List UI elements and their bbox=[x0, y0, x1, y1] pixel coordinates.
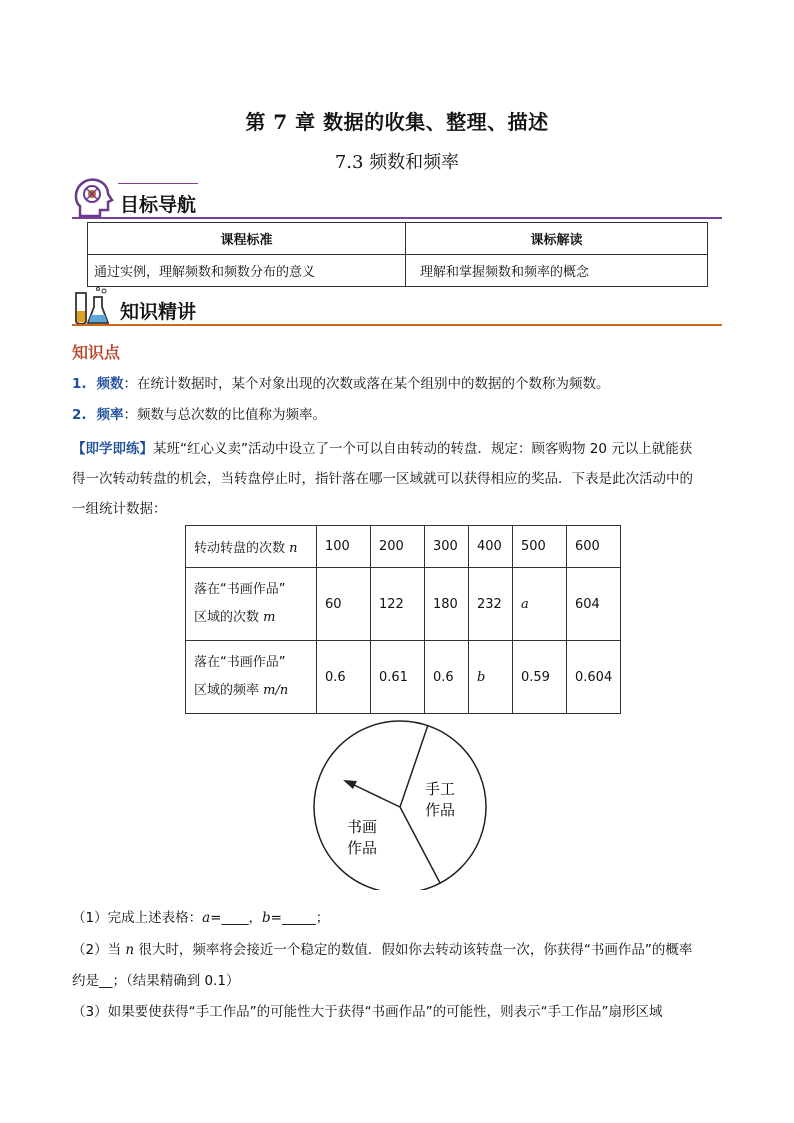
table-cell: 200 bbox=[371, 526, 425, 568]
section-title: 7.3 频数和频率 bbox=[334, 152, 460, 173]
knowledge-heading: 知识精讲 bbox=[120, 301, 197, 323]
question-2-line-1: （2）当 n 很大时，频率将会接近一个稳定的数值．假如你去转动该转盘一次，你获得“书画作品”的概率 bbox=[72, 942, 693, 958]
table-cell: 232 bbox=[469, 568, 513, 641]
table-cell-unknown-a: a bbox=[513, 568, 567, 641]
definition-frequency-count bbox=[72, 370, 724, 398]
table-cell: 122 bbox=[371, 568, 425, 641]
item-number: 1. bbox=[72, 376, 87, 392]
row-label-count: 落在“书画作品” 区域的次数 m bbox=[186, 568, 317, 641]
table-cell: 300 bbox=[425, 526, 469, 568]
table-cell: 100 bbox=[317, 526, 371, 568]
table-cell: 0.6 bbox=[425, 641, 469, 714]
label-handicraft-1: 手工 bbox=[424, 780, 456, 798]
table-cell: 60 bbox=[317, 568, 371, 641]
term-label: 频数 bbox=[96, 376, 124, 392]
knowledge-point-heading: 知识点 bbox=[72, 343, 121, 362]
label-calligraphy-1: 书画 bbox=[346, 818, 378, 836]
curriculum-table bbox=[87, 222, 708, 287]
spinner-diagram bbox=[310, 720, 490, 890]
definition-text: ：频数与总次数的比值称为频率。 bbox=[123, 407, 327, 423]
practice-line-3: 一组统计数据： bbox=[72, 501, 167, 517]
spinner-data-table bbox=[185, 525, 621, 714]
goal-heading: 目标导航 bbox=[120, 194, 197, 216]
item-number: 2. bbox=[72, 407, 87, 423]
flask-icon bbox=[70, 285, 114, 327]
question-1: （1）完成上述表格：a=____，b=_____； bbox=[72, 910, 330, 926]
practice-tag: 【即学即练】 bbox=[72, 441, 153, 457]
goal-divider bbox=[72, 217, 722, 219]
answer-blank-b[interactable]: _____ bbox=[281, 910, 316, 926]
table-cell: 604 bbox=[567, 568, 621, 641]
curriculum-header-standard: 课程标准 bbox=[88, 223, 406, 255]
definition-text: ：在统计数据时，某个对象出现的次数或落在某个组别中的数据的个数称为频数。 bbox=[123, 376, 610, 392]
curriculum-cell-reading: 理解和掌握频数和频率的概念 bbox=[406, 255, 708, 287]
definition-frequency-rate bbox=[72, 401, 724, 429]
table-cell: 0.59 bbox=[513, 641, 567, 714]
table-cell: 500 bbox=[513, 526, 567, 568]
label-handicraft-2: 作品 bbox=[424, 801, 456, 819]
label-calligraphy-2: 作品 bbox=[346, 839, 378, 857]
goal-icon bbox=[70, 176, 114, 220]
row-label-spins: 转动转盘的次数 n bbox=[186, 526, 317, 568]
table-cell: 0.604 bbox=[567, 641, 621, 714]
chapter-title: 第 7 章 数据的收集、整理、描述 bbox=[245, 110, 549, 134]
question-2-line-2: 约是__；（结果精确到 0.1） bbox=[72, 973, 240, 989]
practice-text: 某班“红心义卖”活动中设立了一个可以自由转动的转盘．规定：顾客购物 20 元以上就能获 bbox=[153, 441, 693, 457]
question-3-line-1: （3）如果要使获得“手工作品”的可能性大于获得“书画作品”的可能性，则表示“手工作品”扇形区域 bbox=[72, 1004, 663, 1020]
table-cell: 0.61 bbox=[371, 641, 425, 714]
table-cell: 0.6 bbox=[317, 641, 371, 714]
term-label: 频率 bbox=[96, 407, 124, 423]
answer-blank-a[interactable]: ____ bbox=[221, 910, 249, 926]
practice-line-1 bbox=[72, 435, 724, 463]
goal-heading-bar bbox=[118, 183, 198, 184]
practice-line-2: 得一次转动转盘的机会，当转盘停止时，指针落在哪一区域就可以获得相应的奖品．下表是此次活动中的 bbox=[72, 471, 693, 487]
table-cell-unknown-b: b bbox=[469, 641, 513, 714]
table-cell: 600 bbox=[567, 526, 621, 568]
curriculum-header-reading: 课标解读 bbox=[406, 223, 708, 255]
table-cell: 400 bbox=[469, 526, 513, 568]
row-label-frequency: 落在“书画作品” 区域的频率 m/n bbox=[186, 641, 317, 714]
table-cell: 180 bbox=[425, 568, 469, 641]
curriculum-cell-standard: 通过实例，理解频数和频数分布的意义 bbox=[88, 255, 406, 287]
knowledge-divider bbox=[72, 324, 722, 326]
